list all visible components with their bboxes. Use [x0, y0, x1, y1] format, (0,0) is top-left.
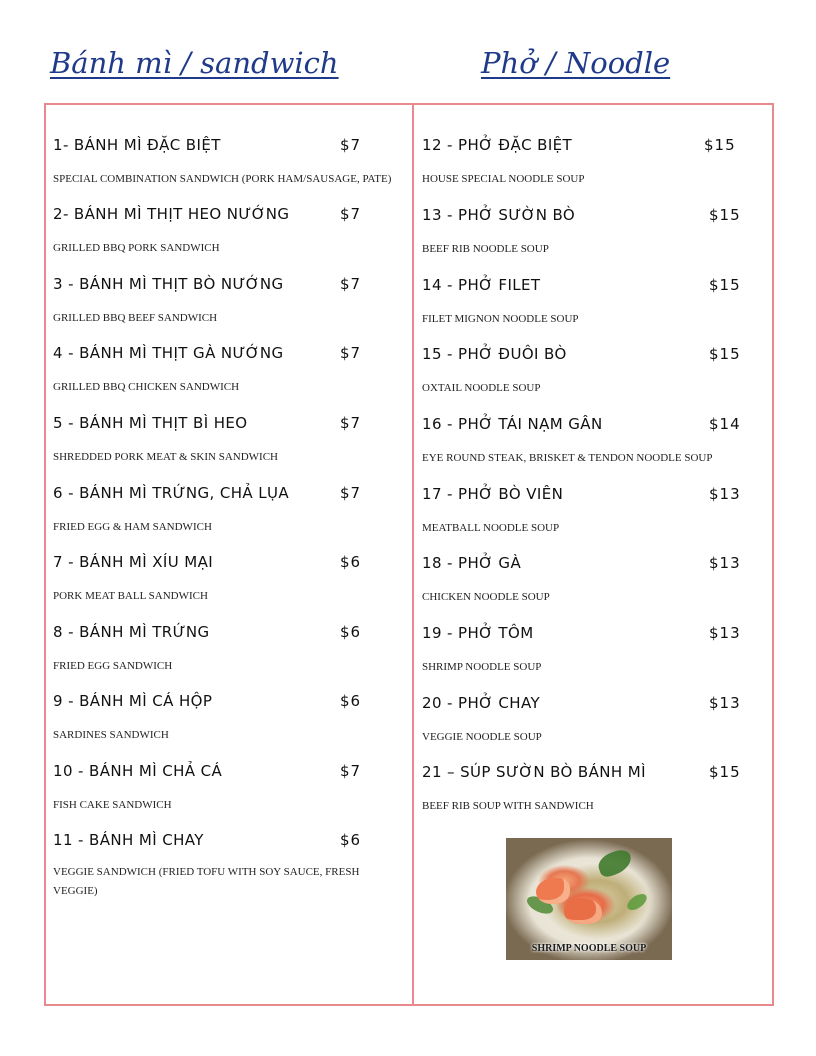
item-price: $15: [704, 136, 736, 154]
item-description: FILET MIGNON NOODLE SOUP: [422, 313, 579, 325]
item-description: FRIED EGG SANDWICH: [53, 660, 173, 672]
item-name: 12 - PHỞ ĐẶC BIỆT: [422, 136, 573, 154]
shrimp: [564, 898, 602, 924]
item-description: HOUSE SPECIAL NOODLE SOUP: [422, 173, 585, 185]
item-description: VEGGIE SANDWICH (FRIED TOFU WITH SOY SAUCE, FRESH VEGGIE): [53, 866, 360, 897]
item-description: CHICKEN NOODLE SOUP: [422, 591, 550, 603]
item-name: 7 - BÁNH MÌ XÍU MẠI: [53, 553, 214, 571]
item-name: 20 - PHỞ CHAY: [422, 694, 541, 712]
item-description: GRILLED BBQ PORK SANDWICH: [53, 242, 220, 254]
item-price: $6: [340, 623, 362, 641]
item-description: MEATBALL NOODLE SOUP: [422, 522, 560, 534]
item-price: $15: [709, 206, 741, 224]
item-name: 4 - BÁNH MÌ THỊT GÀ NƯỚNG: [53, 344, 284, 362]
item-price: $15: [709, 763, 741, 781]
item-price: $14: [709, 415, 741, 433]
item-description: SHREDDED PORK MEAT & SKIN SANDWICH: [53, 451, 279, 463]
item-price: $15: [709, 345, 741, 363]
item-description: SARDINES SANDWICH: [53, 729, 169, 741]
item-price: $13: [709, 554, 741, 572]
item-description: SHRIMP NOODLE SOUP: [422, 661, 542, 673]
herb-garnish: [625, 891, 650, 913]
noodle-heading: Phở / Noodle: [481, 46, 671, 80]
item-price: $7: [340, 136, 362, 154]
item-name: 2- BÁNH MÌ THỊT HEO NƯỚNG: [53, 205, 290, 223]
item-description: PORK MEAT BALL SANDWICH: [53, 590, 208, 602]
item-name: 16 - PHỞ TÁI NẠM GÂN: [422, 415, 603, 433]
item-name: 21 – SÚP SƯỜN BÒ BÁNH MÌ: [422, 763, 646, 781]
item-description: VEGGIE NOODLE SOUP: [422, 731, 542, 743]
item-price: $7: [340, 484, 362, 502]
item-price: $13: [709, 694, 741, 712]
item-price: $13: [709, 624, 741, 642]
item-description: OXTAIL NOODLE SOUP: [422, 382, 541, 394]
item-description: EYE ROUND STEAK, BRISKET & TENDON NOODLE SOUP: [422, 452, 713, 464]
sandwich-heading: Bánh mì / sandwich: [50, 46, 339, 80]
item-name: 3 - BÁNH MÌ THỊT BÒ NƯỚNG: [53, 275, 284, 293]
item-description: BEEF RIB NOODLE SOUP: [422, 243, 549, 255]
item-price: $13: [709, 485, 741, 503]
item-name: 18 - PHỞ GÀ: [422, 554, 522, 572]
item-name: 13 - PHỞ SƯỜN BÒ: [422, 206, 576, 224]
item-price: $7: [340, 344, 362, 362]
item-price: $6: [340, 553, 362, 571]
item-price: $7: [340, 414, 362, 432]
item-description: GRILLED BBQ CHICKEN SANDWICH: [53, 381, 240, 393]
item-price: $15: [709, 276, 741, 294]
shrimp-noodle-soup-photo: [506, 838, 672, 960]
item-description: BEEF RIB SOUP WITH SANDWICH: [422, 800, 594, 812]
item-price: $7: [340, 762, 362, 780]
item-name: 14 - PHỞ FILET: [422, 276, 541, 294]
item-price: $6: [340, 692, 362, 710]
item-name: 5 - BÁNH MÌ THỊT BÌ HEO: [53, 414, 248, 432]
item-name: 15 - PHỞ ĐUÔI BÒ: [422, 345, 567, 363]
item-name: 8 - BÁNH MÌ TRỨNG: [53, 623, 210, 641]
item-name: 19 - PHỞ TÔM: [422, 624, 534, 642]
item-price: $6: [340, 831, 362, 849]
item-description: GRILLED BBQ BEEF SANDWICH: [53, 312, 218, 324]
item-price: $7: [340, 275, 362, 293]
item-description: FISH CAKE SANDWICH: [53, 799, 172, 811]
item-name: 11 - BÁNH MÌ CHAY: [53, 831, 204, 849]
item-name: 1- BÁNH MÌ ĐẶC BIỆT: [53, 136, 221, 154]
photo-caption: SHRIMP NOODLE SOUP: [531, 943, 647, 954]
item-description: SPECIAL COMBINATION SANDWICH (PORK HAM/SAUSAGE, PATE): [53, 173, 392, 185]
column-divider: [412, 103, 414, 1006]
item-name: 17 - PHỞ BÒ VIÊN: [422, 485, 564, 503]
item-description: FRIED EGG & HAM SANDWICH: [53, 521, 212, 533]
item-name: 10 - BÁNH MÌ CHẢ CÁ: [53, 762, 223, 780]
herb-garnish: [595, 847, 634, 879]
item-name: 6 - BÁNH MÌ TRỨNG, CHẢ LỤA: [53, 484, 290, 502]
shrimp: [536, 878, 570, 904]
item-name: 9 - BÁNH MÌ CÁ HỘP: [53, 692, 213, 710]
item-price: $7: [340, 205, 362, 223]
